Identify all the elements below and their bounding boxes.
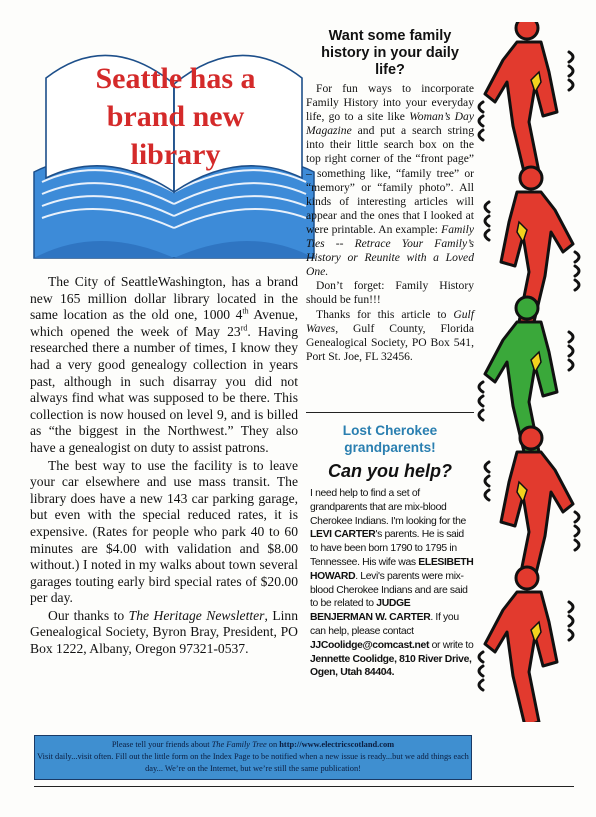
dancing-figure bbox=[479, 567, 573, 722]
column-divider bbox=[306, 412, 474, 413]
family-history-paragraph-1: For fun ways to incorporate Family History into your everyday life, go to a site like Woman’s Day Magazine and put a search string into their little search box on the top right corner of the “front page” – something like, “family tree” or “memory” or “family photo”. All kinds of interesting articles will appear and the ones that I looked at were printable. An example: Family Ties -- Retrace Your Family’s History or Reunite with a Loved One. bbox=[306, 82, 475, 279]
library-paragraph-3: Our thanks to The Heritage Newsletter, Linn Genealogical Society, Byron Bray, President, PO Box 1222, Albany, Oregon 97321-0537. bbox=[30, 607, 298, 657]
dancing-figures-icon bbox=[474, 22, 584, 722]
cherokee-subheading: Can you help? bbox=[327, 461, 452, 481]
banner-line-1: Please tell your friends about The Family Tree on http://www.electricscotland.com bbox=[111, 740, 395, 749]
dancing-figure bbox=[485, 427, 579, 586]
dancing-figures-decoration bbox=[474, 22, 584, 722]
footer-rule bbox=[34, 786, 574, 787]
library-title: Seattle has a brand new library bbox=[95, 62, 256, 171]
cherokee-body: I need help to find a set of grandparents that are mix-blood Cherokee Indians. I'm looking for the LEVI CARTER's parents. He is said to have been born 1790 to 1795 in Tennessee. His wife was ELESIBETH HOWARD. Levi's parents were mix-blood Cherokee Indians and are said to be related to JUDGE BENJERMAN W. CARTER. If you can help, please contact JJCoolidge@comcast.net or write to Jennette Coolidge, 810 River Drive, Ogen, Utah 84404. bbox=[310, 488, 474, 679]
family-history-heading: Want some family history in your daily life? bbox=[321, 28, 459, 78]
dancing-figure bbox=[479, 22, 573, 176]
footer-banner bbox=[34, 735, 472, 780]
family-history-paragraph-2: Don’t forget: Family History should be fun!!! bbox=[306, 279, 474, 307]
cherokee-heading: Lost Cherokee grandparents! bbox=[342, 423, 438, 455]
cherokee-request bbox=[306, 422, 474, 680]
contact-email[interactable]: JJCoolidge@comcast.net bbox=[310, 639, 430, 651]
library-article-body bbox=[30, 274, 298, 659]
banner-line-2: Visit daily...visit often. Fill out the little form on the Index Page to be notified when a new issue is ready...but we add things each day... We’re on the Internet, but we’re still the same publication! bbox=[37, 752, 469, 773]
family-history-body bbox=[306, 82, 474, 364]
library-hero bbox=[28, 22, 320, 260]
library-paragraph-1: The City of SeattleWashington, has a brand new 165 million dollar library located in the same location as the old one, 1000 4th Avenue, which opened the week of May 23rd. Having researched there a number of times, I know they had a very good genealogy collection in years past, although in such disarray you did not always find what was supposed to be there. This collection is now housed on level 9, and is billed as “the biggest in the Northwest.” They also have a genealogist on duty to assist patrons. bbox=[30, 274, 298, 455]
website-link[interactable]: http://www.electricscotland.com bbox=[279, 740, 395, 749]
family-history-article bbox=[306, 28, 474, 364]
library-paragraph-2: The best way to use the facility is to leave your car elsewhere and use mass transit. The library does have a new 143 car parking garage, but even with the special reduced rates, it is expensive. (Rates for people who park 40 to 60 minutes are $4.00 with validation and $8.00 without.) I noted in my walks about town several garages touting early bird special rates of $20.00 per day. bbox=[30, 457, 298, 606]
family-history-paragraph-3: Thanks for this article to Gulf Waves, Gulf County, Florida Genealogical Society, PO Box 541, Port St. Joe, FL 32456. bbox=[306, 307, 474, 363]
